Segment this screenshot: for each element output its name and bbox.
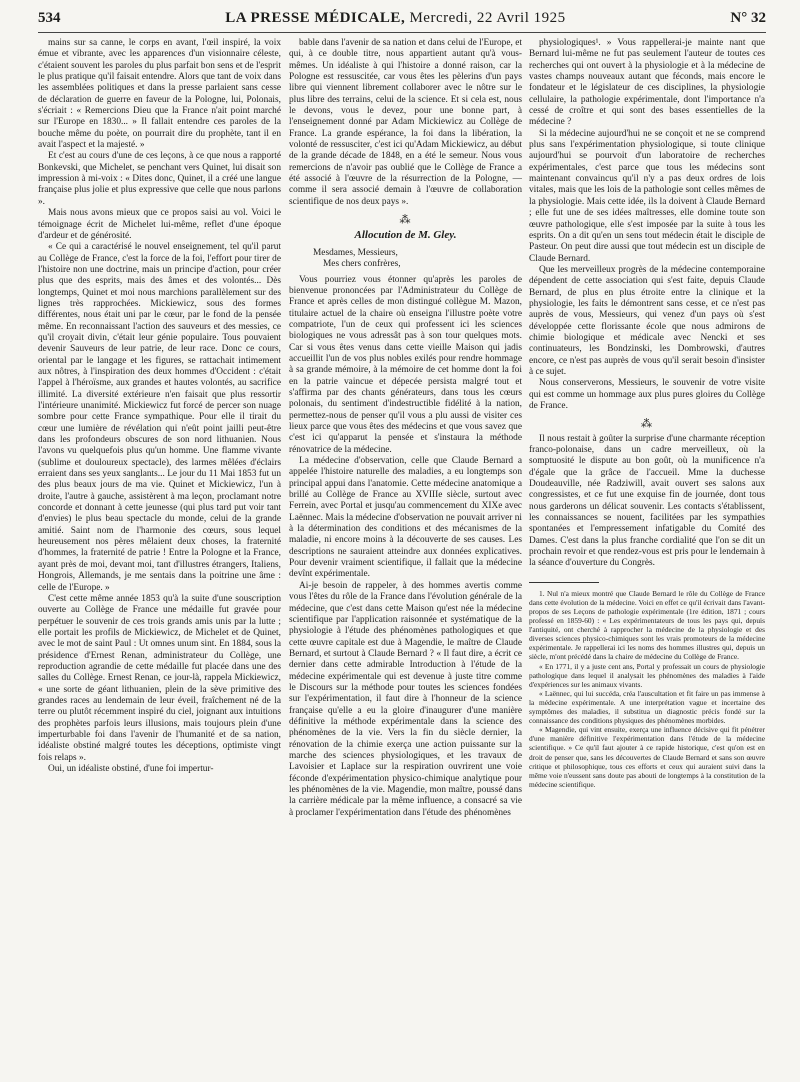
- paragraph: Mais nous avons mieux que ce propos saisi au vol. Voici le témoignage écrit de Michelet lui-même, reflet d'une époque d'ardeur et de générosité.: [38, 208, 281, 241]
- issue-date: Mercredi, 22 Avril 1925: [409, 10, 566, 26]
- footnote: « En 1771, il y a juste cent ans, Portal y professait un cours de physiologie pathologique dans lequel il analysait les phénomènes des maladies à l'aide d'expériences sur les animaux vivants.: [529, 661, 765, 689]
- paragraph: bable dans l'avenir de sa nation et dans celui de l'Europe, et qui, à ce double titre, nous appartient autant qu'à vous-mêmes. Un idéaliste à qui l'histoire a donné raison, car la Pologne est ressuscitée, car vous êtes les pèlerins d'un pays libre qui viennent librement collaborer avec le nôtre sur le plus libre des terrains, celui de la science. Et si cela est, nous le devons, vous le devez, pour une bonne part, à l'enseignement donné par Adam Mickiewicz au Collège de France. La grande espérance, la foi dans la libération, la volonté de ressusciter, c'est ici qu'Adam Mickiewicz, au début de la grande décade de 1848, en a été le semeur. Nous vous remercions de n'avoir pas oublié que le Collège de France a été associé à l'œuvre de la résurrection de la Pologne, — comme il sera associé demain à l'œuvre de collaboration scientifique de nos deux pays ».: [289, 38, 522, 207]
- footnote: « Magendie, qui vint ensuite, exerça une influence décisive qui fit pénétrer d'une manière définitive l'expérimentation dans l'étude de la médecine scientifique. » Ce qu'il faut ajouter à ce rapide historique, c'est qu'on est en droit de penser que, sans les découvertes de Claude Bernard et sans son œuvre critique et philosophique, tous ces efforts et ceux qui auraient suivi dans la même voie n'eussent sans doute pas abouti de longtemps à la constitution de la médecine scientifique.: [529, 725, 765, 789]
- column-1: [38, 38, 281, 1078]
- footnote-rule: [529, 582, 599, 583]
- paragraph: Vous pourriez vous étonner qu'après les paroles de bienvenue prononcées par l'Administrateur du Collège de France et après celles de mon distingué collègue M. Mazon, titulaire actuel de la chaire où enseigna l'illustre poète votre compatriote, l'un de ceux qui professent ici les sciences biologiques ne vous adressât pas à son tour quelques mots. Car si vous êtes venus dans cette vieille Maison qui jadis accueillit l'un de vos plus nobles exilés pour rendre hommage à sa grande mémoire, à la mémoire de cet homme dont la foi en la patrie vaincue et dépecée persista malgré tout et s'affirma par des chants générateurs, dans tous les cœurs polonais, du sentiment d'indestructible fidélité à la nation, permettez-nous de penser qu'il vous a plu aussi de visiter ces lieux parce que vous êtes des médecins et que vous savez que c'est ici qu'apparut la pensée et s'instaura la méthode rénovatrice de la médecine.: [289, 274, 522, 455]
- paragraph: Il nous restait à goûter la surprise d'une charmante réception franco-polonaise, dans un cadre merveilleux, où la somptuosité le dispute au bon goût, où la munificence n'a d'égale que la grâce de l'accueil. Mme la duchesse Doudeauville, née Radziwill, avait ouvert ses salons aux congressistes, et ce fut une exquise fin de journée, dont tous nous garderons un délicat souvenir. Les contacts s'établissent, les connaissances se nouent, facilitées par les sympathies spontanées et l'empressement infatigable du Comité des Dames. C'est dans la plus franche cordialité que l'on se dit un prochain revoir et que rendez-vous est pris pour le lendemain à la séance d'ouverture du Congrès.: [529, 433, 765, 569]
- salutation: Mesdames, Messieurs,: [313, 247, 398, 258]
- footnote: 1. Nul n'a mieux montré que Claude Bernard le rôle du Collège de France dans cette évolution de la médecine. Voici en effet ce qu'il écrivait dans l'avant-propos de ses Leçons de pathologie expérimentale (1re édition, 1871 ; cours professé en 1859-60) : « Les expérimentateurs de tous les pays qui, depuis l'antiquité, ont cherché à rapprocher la médecine de la physiologie et des diverses sciences physico-chimiques sont les vrais promoteurs de la médecine expérimentale. Je rappellerai ici les noms des hommes illustres qui, depuis un siècle, m'ont précédé dans la chaire de médecine du Collège de France.: [529, 588, 765, 662]
- salutation: Mes chers confrères,: [323, 259, 401, 270]
- section-separator: ⁂: [641, 418, 653, 431]
- paragraph: mains sur sa canne, le corps en avant, l'œil inspiré, la voix émue et vibrante, avec les apparences d'un visionnaire céleste, c'étaient souvent les paroles du plus parfait bon sens et de l'esprit le plus pratique qu'il faisait entendre. Alors que tant de voix dans les assemblées politiques et dans la presse parlaient sans cesse de déclaration de guerre en faveur de la Pologne, lui, Polonais, s'écriait : « Remercions Dieu que la France n'ait point marché sur l'Europe en 1830... » Il fallait entendre ces paroles de la bouche même du poète, on pourrait dire du prophète, tant il en avait l'aspect et la majesté. »: [38, 38, 281, 151]
- paragraph: « Ce qui a caractérisé le nouvel enseignement, tel qu'il parut au Collège de France, c'est la force de la foi, l'effort pour tirer de l'histoire non une doctrine, mais un principe d'action, pour créer plus que des esprits, mais des âmes et des volontés... Dès longtemps, Quinet et moi nous marchions parallèlement sur des lignes très rapprochées. Mickiewicz, sous des formes différentes, nous était uni par le cœur, par le fond de la pensée même. En reconnaissant l'action des sauveurs et des messies, ce qu'il croyait divin, c'était leur génie populaire. Tous pouvaient devenir Sauveurs de leur patrie, de leur race. Donc ce cours, oriental par le langage et les figures, se rattachait intimement aux nôtres, à l'inspiration des deux hommes d'Occident : c'était l'appel à l'héroïsme, aux grandes et hautes volontés, au sacrifice illimité. La diversité extérieure n'en faisait que plus ressortir l'intérieure unanimité. Mickiewicz fut forcé de percer son nuage sombre pour cette France sympathique. Pour elle il tirait du cœur une lumière de révélation qui n'eût point jailli peut-être dans les profondeurs obscures de son nord lithuanien. Nous l'avons vu quelquefois plus qu'un homme. Une flamme vivante (sublime et douloureux spectacle), des larmes mêlées d'éclairs erraient dans ses yeux sanglants... Le jour du 11 Mai 1853 fut un des plus beaux jours de ma vie. Quinet et Mickiewicz, l'un à droite, l'autre à gauche, assistèrent à ma leçon, proclamant notre concorde et donnant à cette jeunesse (qui plus tard put voir tant d'envies) le plus beau spectacle du monde, celui de la grande amitié. Saint nom de l'harmonie des cœurs, sous lequel heureusement nos pères mêlaient deux choses, la fraternité d'hommes, la fraternité de patrie ! Entre la Pologne et la France, ayant près de moi, devant moi, tant d'illustres étrangers, Italiens, Hongrois, Allemands, je me sentais dans la poitrine une âme : celle de l'Europe. »: [38, 242, 281, 593]
- paragraph: Que les merveilleux progrès de la médecine contemporaine dépendent de cette association qui s'est faite, depuis Claude Bernard, de plus en plus étroite entre la clinique et la physiologie, les faits le démontrent sans cesse, et ce n'est pas auprès de vous, Messieurs, qui venez d'un pays où s'est développée cette florissante école que nous admirons de chimie biologique et médicale avec Nencki et ses continuateurs, les Bondzinski, les Dombrowski, d'autres encore, ce n'est pas auprès de vous qu'il serait besoin d'insister à ce sujet.: [529, 264, 765, 377]
- paragraph: Nous conserverons, Messieurs, le souvenir de votre visite qui est comme un hommage aux plus pures gloires du Collège de France.: [529, 378, 765, 411]
- footnote: « Laënnec, qui lui succéda, créa l'auscultation et fit faire un pas immense à la médecine expérimentale. A une interprétation vague et incertaine des symptômes des maladies, il substitua un diagnostic précis fondé sur la connaissance des conditions physiques des phénomènes morbides.: [529, 688, 765, 726]
- paragraph: Ai-je besoin de rappeler, à des hommes avertis comme vous l'êtes du rôle de la France dans l'évolution générale de la médecine, que c'est dans cette Maison qu'est née la médecine scientifique par l'application raisonnée et systématique de la physiologie à l'étude des phénomènes pathologiques et que cette œuvre capitale est due à Magendie, le maître de Claude Bernard, et surtout à Claude Bernard ? « Il faut dire, a écrit ce dernier dans cette admirable Introduction à l'étude de la médecine expérimentale qui est devenue à juste titre comme le Discours sur la méthode pour toutes les sciences fondées sur l'expérimentation, il faut dire à l'honneur de la science française qu'elle a eu la gloire d'inaugurer d'une manière définitive la méthode expérimentale dans la science des phénomènes de la vie. Vers la fin du siècle dernier, la rénovation de la chimie exerça une action puissante sur la marche des sciences physiologiques, et les travaux de Lavoisier et Laplace sur la respiration ouvrirent une voie féconde d'expérimentation physico-chimique analytique pour les phénomènes de la vie. Magendie, mon maître, poussé dans la carrière médicale par la même influence, a consacré sa vie à proclamer l'expérimentation dans l'étude des phénomènes: [289, 580, 522, 818]
- section-heading: Allocution de M. Gley.: [354, 228, 457, 241]
- issue-number: N° 32: [730, 10, 766, 26]
- paragraph: C'est cette même année 1853 qu'à la suite d'une souscription ouverte au Collège de France une médaille fut gravée pour perpétuer le souvenir de ces trois grands amis unis par la lutte ; elle portait les profils de Mickiewicz, de Michelet et de Quinet, avec le mot de saint Paul : Ut omnes unum sint. En 1884, sous la présidence d'Ernest Renan, administrateur du Collège, une reproduction agrandie de cette médaille fut placée dans une des salles du Collège. Ernest Renan, ce jour-là, rappela Mickiewicz, « une sorte de géant lithuanien, plein de la sève primitive des grandes races au lendemain de leur éveil, fraîchement né de la terre ou plutôt récemment inspiré du ciel, joignant aux intuitions des prophètes parfois leurs illusions, mais toujours plein d'une imperturbable foi dans l'avenir de l'humanité et de sa nation, idéaliste obstiné malgré toutes les déceptions, optimiste vingt fois relaps ».: [38, 593, 281, 763]
- paragraph: La médecine d'observation, celle que Claude Bernard a appelée l'histoire naturelle des maladies, a eu longtemps son principal appui dans l'anatomie. Cette médecine anatomique a brillé au Collège de France au XVIIIe siècle, surtout avec Ferrein, avec Portal et jusqu'au commencement du XIXe avec Laënnec. Mais la médecine d'observation ne pouvait arriver ni à la détermination des conditions et des mécanismes de la maladie, ni encore moins à la découverte de ses causes. Les descriptions ne sauraient atteindre aux données explicatives. Pour devenir vraiment scientifique, il fallait que la médecine devînt expérimentale.: [289, 456, 522, 580]
- column-3: [529, 38, 765, 1078]
- column-2: [289, 38, 522, 1078]
- paragraph: Et c'est au cours d'une de ces leçons, à ce que nous a rapporté Bonkevski, que Michelet, se penchant vers Quinet, lui disait son impression à mi-voix : « Dites donc, Quinet, il a créé une langue française plus jolie et plus expressive que celle que nous parlons ».: [38, 151, 281, 207]
- masthead-title: [225, 10, 565, 27]
- paragraph: physiologiques¹. » Vous rappellerai-je mainte nant que Bernard lui-même ne fut pas seulement l'auteur de toutes ces recherches qui ont ouvert à la physiologie et à la médecine de vastes champs nouveaux autant que féconds, mais encore le fondateur et le législateur de ces disciplines, la physiologie cellulaire, la pathologie expérimentale, dont l'importance n'a cessé de croître et qui sont des bases essentielles de la médecine ?: [529, 38, 765, 128]
- journal-title: LA PRESSE MÉDICALE,: [225, 10, 406, 26]
- page-header: [38, 10, 766, 33]
- page-number: 534: [38, 10, 61, 26]
- paragraph: Si la médecine aujourd'hui ne se conçoit et ne se comprend plus sans l'expérimentation physiologique, si toute clinique aujourd'hui se pourvoit d'un laboratoire de recherches expérimentales, c'est parce que tous les médecins sont maintenant convaincus qu'il n'y a pas deux ordres de lois vitales, mais que les lois de la pathologie sont celles mêmes de la physiologie. Mais cette idée, ils la doivent à Claude Bernard ; elle fut une de ses idées maîtresses, elle domine toute son œuvre pathologique, elle s'est imposée par la suite à tous les esprits. On a dit qu'en un sens tout médecin était le disciple de Pasteur. On peut dire aussi que tout médecin est un disciple de Claude Bernard.: [529, 128, 765, 264]
- section-separator: ⁂: [399, 214, 412, 227]
- paragraph: Oui, un idéaliste obstiné, d'une foi impertur-: [48, 764, 214, 774]
